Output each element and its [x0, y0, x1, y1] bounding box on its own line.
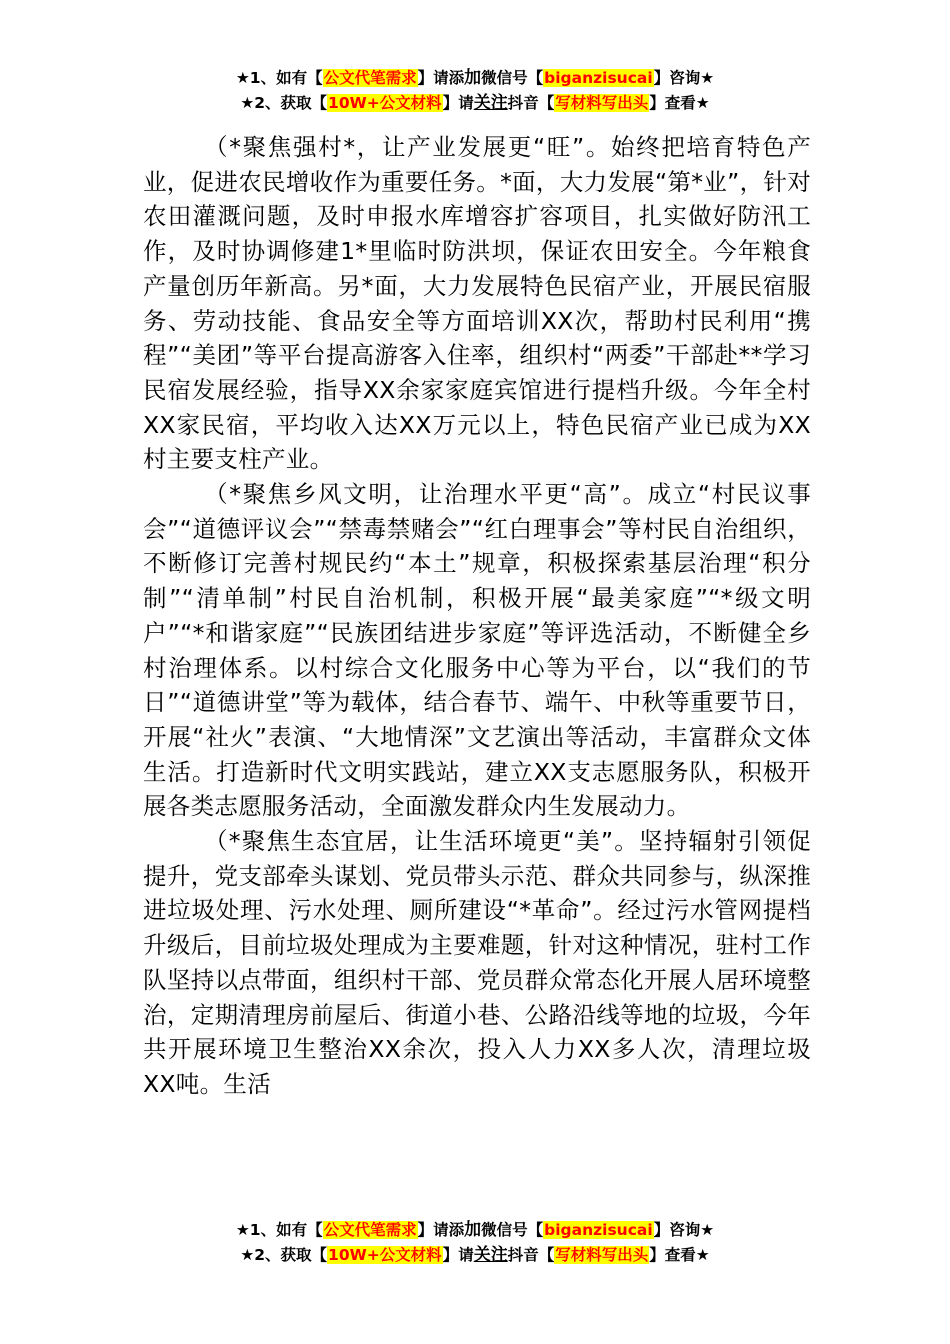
- banner-text: 抖音【: [507, 94, 555, 112]
- banner-line-2: [0, 91, 950, 116]
- banner-emphasis: 关注: [473, 1245, 508, 1265]
- banner-text: 】查看★: [649, 1246, 710, 1264]
- banner-text: 微信号【: [481, 1221, 544, 1239]
- highlight-wechat-id: biganzisucai: [544, 1221, 653, 1239]
- banner-emphasis: 加: [464, 1220, 482, 1240]
- banner-text: 】请添: [417, 1221, 465, 1239]
- document-body: [143, 130, 811, 1102]
- banner-text: 】咨询★: [653, 69, 715, 87]
- highlight-service-tag: 公文代笔需求: [323, 1221, 417, 1239]
- banner-emphasis: 加: [464, 68, 482, 88]
- banner-text: 】请添: [417, 69, 465, 87]
- banner-text: ★1、如有【: [235, 69, 323, 87]
- banner-line-2: [0, 1243, 950, 1268]
- header-banner: [0, 66, 950, 116]
- paragraph-civilization: （*聚焦乡风文明，让治理水平更“高”。成立“村民议事会”“道德评议会”“禁毒禁赌会”“红白理事会”等村民自治组织，不断修订完善村规民约“本土”规章，积极探索基层治理“积分制”“清单制”村民自治机制，积极开展“最美家庭”“*级文明户”“*和谐家庭”“民族团结进步家庭”等评选活动，不断健全乡村治理体系。以村综合文化服务中心等为平台，以“我们的节日”“道德讲堂”等为载体，结合春节、端午、中秋等重要节日，开展“社火”表演、“大地情深”文艺演出等活动，丰富群众文体生活。打造新时代文明实践站，建立XX支志愿服务队，积极开展各类志愿服务活动，全面激发群众内生发展动力。: [143, 480, 811, 821]
- banner-line-1: [0, 1218, 950, 1243]
- highlight-materials-tag: 10W+公文材料: [328, 1246, 442, 1264]
- banner-text: 】咨询★: [653, 1221, 715, 1239]
- highlight-wechat-id: biganzisucai: [544, 69, 653, 87]
- banner-text: ★2、获取【: [240, 1246, 328, 1264]
- highlight-materials-tag: 10W+公文材料: [328, 94, 442, 112]
- banner-text: 】请: [442, 94, 474, 112]
- highlight-douyin-account: 写材料写出头: [555, 1246, 649, 1264]
- banner-text: 】查看★: [649, 94, 710, 112]
- highlight-service-tag: 公文代笔需求: [323, 69, 417, 87]
- paragraph-ecology: （*聚焦生态宜居，让生活环境更“美”。坚持辐射引领促提升，党支部牵头谋划、党员带头示范、群众共同参与，纵深推进垃圾处理、污水处理、厕所建设“*革命”。经过污水管网提档升级后，目前垃圾处理成为主要难题，针对这种情况，驻村工作队坚持以点带面，组织村干部、党员群众常态化开展人居环境整治，定期清理房前屋后、街道小巷、公路沿线等地的垃圾，今年共开展环境卫生整治XX余次，投入人力XX多人次，清理垃圾XX吨。生活: [143, 827, 811, 1098]
- banner-text: 抖音【: [507, 1246, 555, 1264]
- footer-banner: [0, 1218, 950, 1268]
- banner-text: 微信号【: [481, 69, 544, 87]
- banner-text: ★2、获取【: [240, 94, 328, 112]
- highlight-douyin-account: 写材料写出头: [555, 94, 649, 112]
- banner-text: 】请: [442, 1246, 474, 1264]
- banner-line-1: [0, 66, 950, 91]
- banner-emphasis: 关注: [473, 93, 508, 113]
- paragraph-industry: （*聚焦强村*，让产业发展更“旺”。始终把培育特色产业，促进农民增收作为重要任务。*面，大力发展“第*业”，针对农田灌溉问题，及时申报水库增容扩容项目，扎实做好防汛工作，及时协调修建1*里临时防洪坝，保证农田安全。今年粮食产量创历年新高。另*面，大力发展特色民宿产业，开展民宿服务、劳动技能、食品安全等方面培训XX次，帮助村民利用“携程”“美团”等平台提高游客入住率，组织村“两委”干部赴**学习民宿发展经验，指导XX余家家庭宾馆进行提档升级。今年全村XX家民宿，平均收入达XX万元以上，特色民宿产业已成为XX村主要支柱产业。: [143, 133, 811, 474]
- banner-text: ★1、如有【: [235, 1221, 323, 1239]
